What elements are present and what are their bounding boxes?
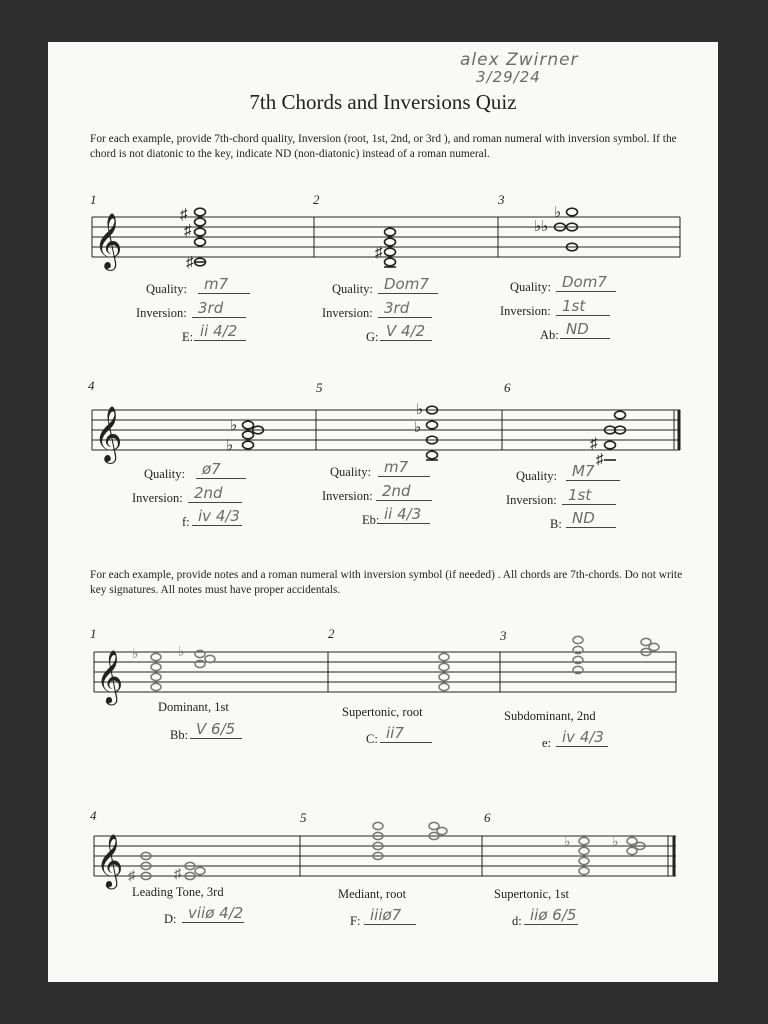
prompt-label-5: Mediant, root xyxy=(338,887,407,901)
flat-icon: ♭ xyxy=(226,438,234,454)
prompt-label-4: Leading Tone, 3rd xyxy=(132,885,224,899)
roman-answer-6[interactable]: ND xyxy=(566,509,616,528)
key-label-2: G: xyxy=(366,330,379,344)
sharp-icon: ♯ xyxy=(590,436,598,452)
sharp-icon: ♯ xyxy=(174,867,181,882)
key-label-p2-1: Bb: xyxy=(170,728,189,742)
sharp-icon: ♯ xyxy=(128,869,135,884)
prompt-label-1: Dominant, 1st xyxy=(158,700,229,714)
sharp-icon: ♯ xyxy=(180,207,188,223)
part1-instructions: For each example, provide 7th-chord quality, Inversion (root, 1st, 2nd, or 3rd ), and roman numeral with inversion symbol. If the chord is not diatonic to the key, indicate ND (non-diatonic) instead of a roman numeral. xyxy=(90,133,677,160)
flat-icon: ♭ xyxy=(230,418,238,434)
prompt-label-2: Supertonic, root xyxy=(342,705,423,719)
quiz-date: 3/29/24 xyxy=(476,68,541,86)
quality-answer-2[interactable]: Dom7 xyxy=(378,275,438,294)
example-number: 2 xyxy=(313,192,320,207)
inversion-label: Inversion: xyxy=(506,493,557,507)
key-label-3: Ab: xyxy=(540,328,559,342)
example-number: 5 xyxy=(300,810,307,825)
example-number: 3 xyxy=(498,192,505,207)
inversion-label: Inversion: xyxy=(500,304,551,318)
quality-label: Quality: xyxy=(516,469,557,483)
example-number: 4 xyxy=(88,378,95,393)
roman-answer-1[interactable]: ii 4/2 xyxy=(194,322,246,341)
treble-clef-icon: 𝄞 xyxy=(94,406,123,462)
example-number: 4 xyxy=(90,808,97,823)
flat-icon: ♭ xyxy=(132,647,139,662)
flat-icon: ♭ xyxy=(564,835,571,850)
student-name: alex Zwirner xyxy=(460,50,579,70)
treble-clef-icon: 𝄞 xyxy=(96,833,124,887)
quality-answer-1[interactable]: m7 xyxy=(198,275,250,294)
inversion-label: Inversion: xyxy=(322,306,373,320)
example-number: 2 xyxy=(328,626,335,641)
roman-answer-p2-3[interactable]: iv 4/3 xyxy=(556,728,608,747)
inversion-answer-4[interactable]: 2nd xyxy=(188,484,242,503)
staff-part2-row2 xyxy=(94,826,676,886)
example-number: 5 xyxy=(316,380,323,395)
part2-instructions: For each example, provide notes and a roman numeral with inversion symbol (if needed) . All chords are 7th-chords. Do not write key signatures. All notes must have proper accidentals. xyxy=(90,569,683,596)
quality-answer-5[interactable]: m7 xyxy=(378,458,430,477)
roman-answer-p2-5[interactable]: iiiø7 xyxy=(364,906,416,925)
prompt-label-3: Subdominant, 2nd xyxy=(504,709,596,723)
sharp-icon: ♯ xyxy=(596,452,604,468)
key-label-p2-2: C: xyxy=(366,732,378,746)
quality-label: Quality: xyxy=(510,280,551,294)
student-chord-5 xyxy=(373,822,447,859)
chord-example-6 xyxy=(604,411,626,460)
quiz-sheet xyxy=(48,42,718,982)
prompt-label-6: Supertonic, 1st xyxy=(494,887,569,901)
example-number: 3 xyxy=(500,628,507,643)
quality-label: Quality: xyxy=(146,282,187,296)
chord-example-5 xyxy=(426,406,438,460)
roman-answer-2[interactable]: V 4/2 xyxy=(380,322,432,341)
inversion-label: Inversion: xyxy=(322,489,373,503)
key-label-5: Eb: xyxy=(362,513,380,527)
staff-part1-row1 xyxy=(92,207,680,277)
student-chord-3 xyxy=(573,636,659,673)
inversion-answer-3[interactable]: 1st xyxy=(556,297,610,316)
chord-example-2 xyxy=(384,228,396,267)
roman-answer-p2-1[interactable]: V 6/5 xyxy=(190,720,242,739)
example-number: 1 xyxy=(90,626,97,641)
example-number: 1 xyxy=(90,192,97,207)
quality-label: Quality: xyxy=(144,467,185,481)
roman-answer-p2-4[interactable]: viiø 4/2 xyxy=(182,904,244,923)
quality-answer-3[interactable]: Dom7 xyxy=(556,273,616,292)
flat-icon: ♭ xyxy=(416,402,424,418)
flat-icon: ♭ xyxy=(612,835,619,850)
flat-icon: ♭ xyxy=(178,645,185,660)
key-label-1: E: xyxy=(182,330,194,344)
chord-example-4 xyxy=(243,421,264,449)
inversion-answer-1[interactable]: 3rd xyxy=(192,299,246,318)
roman-answer-p2-6[interactable]: iiø 6/5 xyxy=(524,906,578,925)
inversion-label: Inversion: xyxy=(132,491,183,505)
treble-clef-icon: 𝄞 xyxy=(96,649,124,703)
roman-answer-3[interactable]: ND xyxy=(560,320,610,339)
quality-label: Quality: xyxy=(330,465,371,479)
key-label-6: B: xyxy=(550,517,562,531)
quiz-title: 7th Chords and Inversions Quiz xyxy=(249,90,517,114)
key-label-p2-4: D: xyxy=(164,912,177,926)
example-number: 6 xyxy=(484,810,491,825)
flat-icon: ♭♭ xyxy=(534,219,549,235)
example-number: 6 xyxy=(504,380,511,395)
inversion-answer-2[interactable]: 3rd xyxy=(378,299,432,318)
sharp-icon: ♯ xyxy=(375,245,383,261)
quality-answer-4[interactable]: ø7 xyxy=(196,460,246,479)
inversion-answer-5[interactable]: 2nd xyxy=(376,482,432,501)
inversion-label: Inversion: xyxy=(136,306,187,320)
flat-icon: ♭ xyxy=(414,420,422,436)
treble-clef-icon: 𝄞 xyxy=(94,213,123,269)
sharp-icon: ♯ xyxy=(184,223,192,239)
key-label-p2-6: d: xyxy=(512,914,522,928)
quality-answer-6[interactable]: M7 xyxy=(566,462,620,481)
quality-label: Quality: xyxy=(332,282,373,296)
key-label-p2-5: F: xyxy=(350,914,361,928)
staff-part2-row1 xyxy=(94,642,676,702)
inversion-answer-6[interactable]: 1st xyxy=(562,486,616,505)
key-label-p2-3: e: xyxy=(542,736,552,750)
roman-answer-4[interactable]: iv 4/3 xyxy=(192,507,242,526)
roman-answer-5[interactable]: ii 4/3 xyxy=(378,505,430,524)
sharp-icon: ♯ xyxy=(186,255,194,271)
roman-answer-p2-2[interactable]: ii7 xyxy=(380,724,432,743)
flat-icon: ♭ xyxy=(554,205,562,221)
key-label-4: f: xyxy=(182,515,190,529)
